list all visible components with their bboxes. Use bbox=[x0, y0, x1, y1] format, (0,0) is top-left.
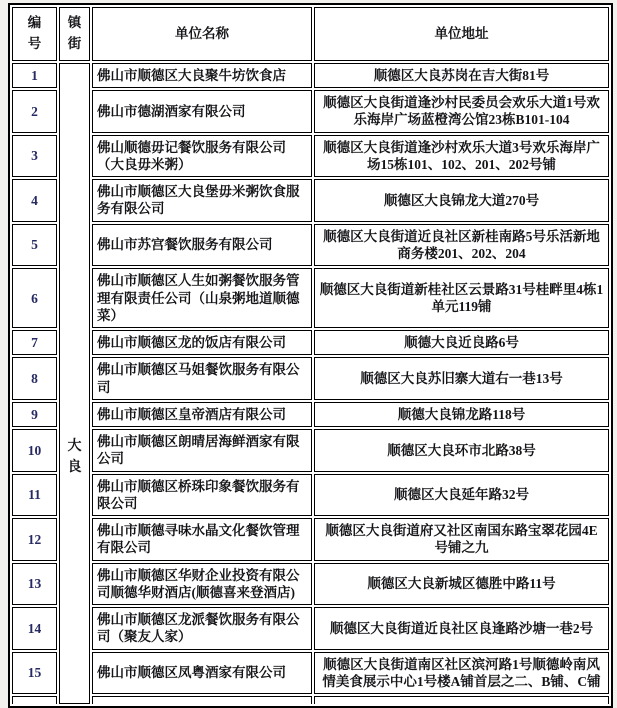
business-directory-table bbox=[8, 3, 613, 708]
unit-name: 佛山市顺德区华财企业投资有限公司顺德华财酒店(顺德喜来登酒店) bbox=[92, 563, 312, 606]
unit-name: 佛山市顺德区龙的饭店有限公司 bbox=[92, 330, 312, 355]
table-row bbox=[12, 652, 609, 695]
unit-address: 顺德区大良街道近良社区良逢路沙塘一巷2号 bbox=[314, 607, 609, 650]
table-row bbox=[12, 224, 609, 267]
table-row bbox=[12, 402, 609, 427]
unit-address: 顺德区大良锦龙大道270号 bbox=[314, 179, 609, 222]
row-index: 10 bbox=[12, 429, 57, 472]
table-row bbox=[12, 179, 609, 222]
unit-address: 顺德区大良延年路32号 bbox=[314, 474, 609, 517]
row-index: 8 bbox=[12, 357, 57, 400]
unit-name: 佛山市顺德区龙派餐饮服务有限公司（聚友人家） bbox=[92, 607, 312, 650]
unit-address: 顺德区大良街道逢沙村欢乐大道3号欢乐海岸广场15栋101、102、201、202号铺 bbox=[314, 135, 609, 178]
table-body bbox=[12, 63, 609, 704]
table-row bbox=[12, 474, 609, 517]
unit-name: 佛山顺德毋记餐饮服务有限公司（大良毋米粥） bbox=[92, 135, 312, 178]
unit-name: 佛山市苏宫餐饮服务有限公司 bbox=[92, 224, 312, 267]
table-row bbox=[12, 330, 609, 355]
row-index: 4 bbox=[12, 179, 57, 222]
row-index: 13 bbox=[12, 563, 57, 606]
unit-address: 顺德区大良新城区德胜中路11号 bbox=[314, 563, 609, 606]
row-index: 5 bbox=[12, 224, 57, 267]
unit-address: 顺德区大良街道新桂社区云景路31号桂畔里4栋1单元119铺 bbox=[314, 268, 609, 328]
unit-address: 顺德区大良街道近良社区新桂南路5号乐活新地商务楼201、202、204 bbox=[314, 224, 609, 267]
town-merged-cell bbox=[59, 63, 90, 704]
row-index: 12 bbox=[12, 518, 57, 561]
header-row bbox=[12, 7, 609, 61]
table-row bbox=[12, 563, 609, 606]
table-row bbox=[12, 518, 609, 561]
table-row bbox=[12, 268, 609, 328]
unit-name: 佛山市顺德区凤粤酒家有限公司 bbox=[92, 652, 312, 695]
table-row bbox=[12, 135, 609, 178]
unit-name: 佛山市顺德区皇帝酒店有限公司 bbox=[92, 402, 312, 427]
table-row bbox=[12, 429, 609, 472]
unit-name: 佛山市顺德区朗晴居海鲜酒家有限公司 bbox=[92, 429, 312, 472]
partial-cell bbox=[12, 696, 57, 704]
row-index: 14 bbox=[12, 607, 57, 650]
unit-address: 顺德区大良苏岗在吉大街81号 bbox=[314, 63, 609, 88]
unit-address: 顺德大良锦龙路118号 bbox=[314, 402, 609, 427]
col-header-town bbox=[59, 7, 90, 61]
unit-address: 顺德区大良街道南区社区滨河路1号顺德岭南风情美食展示中心1号楼A铺首层之二、B铺、C铺 bbox=[314, 652, 609, 695]
row-index: 2 bbox=[12, 90, 57, 133]
unit-name: 佛山市顺德区人生如粥餐饮服务管理有限责任公司（山泉粥地道顺德菜） bbox=[92, 268, 312, 328]
col-header-town-label: 镇街 bbox=[67, 15, 82, 51]
unit-address: 顺德区大良街道府又社区南国东路宝翠花园4E号铺之九 bbox=[314, 518, 609, 561]
row-index: 3 bbox=[12, 135, 57, 178]
unit-name: 佛山市顺德区大良聚牛坊饮食店 bbox=[92, 63, 312, 88]
row-index: 11 bbox=[12, 474, 57, 517]
table-row bbox=[12, 63, 609, 88]
partial-cell bbox=[314, 696, 609, 704]
unit-address: 顺德区大良环市北路38号 bbox=[314, 429, 609, 472]
row-index: 1 bbox=[12, 63, 57, 88]
row-index: 6 bbox=[12, 268, 57, 328]
col-header-index-label: 编号 bbox=[27, 15, 42, 51]
unit-address: 顺德区大良街道逢沙村民委员会欢乐大道1号欢乐海岸广场蓝橙湾公馆23栋B101-104 bbox=[314, 90, 609, 133]
row-index: 15 bbox=[12, 652, 57, 695]
table-row-partial bbox=[12, 696, 609, 704]
unit-name: 佛山市顺德寻味水晶文化餐饮管理有限公司 bbox=[92, 518, 312, 561]
table-header bbox=[12, 7, 609, 61]
row-index: 7 bbox=[12, 330, 57, 355]
town-label: 大良 bbox=[67, 438, 82, 475]
unit-name: 佛山市顺德区大良堡毋米粥饮食服务有限公司 bbox=[92, 179, 312, 222]
unit-address: 顺德大良近良路6号 bbox=[314, 330, 609, 355]
unit-name: 佛山市顺德区马姐餐饮服务有限公司 bbox=[92, 357, 312, 400]
unit-name: 佛山市德湖酒家有限公司 bbox=[92, 90, 312, 133]
table-row bbox=[12, 607, 609, 650]
table-row bbox=[12, 90, 609, 133]
row-index: 9 bbox=[12, 402, 57, 427]
table-row bbox=[12, 357, 609, 400]
unit-address: 顺德区大良苏旧寨大道右一巷13号 bbox=[314, 357, 609, 400]
unit-name: 佛山市顺德区桥珠印象餐饮服务有限公司 bbox=[92, 474, 312, 517]
partial-cell bbox=[92, 696, 312, 704]
col-header-name: 单位名称 bbox=[92, 7, 312, 61]
col-header-address: 单位地址 bbox=[314, 7, 609, 61]
col-header-index bbox=[12, 7, 57, 61]
